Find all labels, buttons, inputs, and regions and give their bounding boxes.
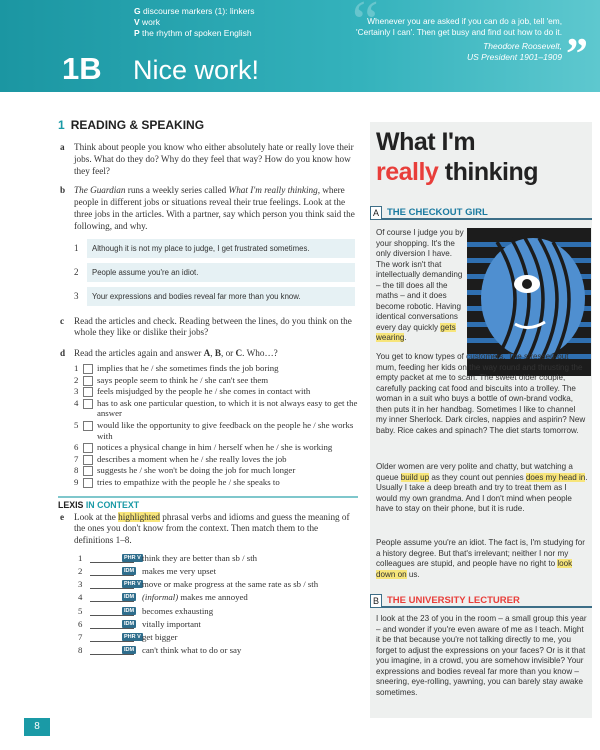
answer-checkbox[interactable] bbox=[83, 387, 93, 397]
quote-option: 3 Your expressions and bodies reveal far more than you know. bbox=[74, 287, 358, 306]
open-quote-icon: “ bbox=[352, 0, 379, 55]
answer-blank[interactable] bbox=[90, 588, 134, 589]
answer-checkbox[interactable] bbox=[83, 478, 93, 488]
check-item: 1 implies that he / she sometimes finds the job boring bbox=[74, 362, 279, 373]
answer-checkbox[interactable] bbox=[83, 399, 93, 409]
definition-row: 1 PHR V think they are better than sb / sth bbox=[78, 552, 258, 563]
definition-row: 3 PHR V move or make progress at the same rate as sb / sth bbox=[78, 579, 319, 590]
check-item: 6 notices a physical change in him / herself when he / she is working bbox=[74, 442, 333, 453]
idiom-tag: IDM bbox=[124, 594, 135, 601]
article-a-heading: A THE CHECKOUT GIRL bbox=[370, 206, 592, 220]
definition-row: 8 IDM can't think what to do or say bbox=[78, 645, 242, 656]
definition-row: 4 IDM (informal) makes me annoyed bbox=[78, 592, 248, 603]
article-a-para4: People assume you're an idiot. The fact is, I'm studying for a history degree. But that's irrelevant; neither I nor my colleagues are stupid, and people have no right to look down on us. bbox=[376, 538, 585, 579]
answer-checkbox[interactable] bbox=[83, 466, 93, 476]
unit-title: Nice work! bbox=[133, 55, 260, 85]
topic-grammar: G discourse markers (1): linkers bbox=[134, 6, 255, 16]
topic-pronunciation: P the rhythm of spoken English bbox=[134, 28, 252, 38]
article-a-para1: Of course I judge you by your shopping. It's the only diversion I have. The work isn't that intellectually demanding – the till does all the maths – and it does become robotic. Having identical conversations every day quickly gets wearing. bbox=[376, 228, 464, 342]
exercise-a: a Think about people you know who either absolutely hate or really love their jobs. What do they do? Why do they feel that way? How do you know how they feel? bbox=[60, 142, 354, 176]
article-a-para3: Older women are very polite and chatty, but watching a queue build up as they count out pennies does my head in. Usually I take a deep breath and try to treat them as I would my own grandma. And I don't mind when people have to stay on their phone, but it is rude. bbox=[376, 462, 588, 513]
quote-author: Theodore Roosevelt, US President 1901–1909 bbox=[467, 41, 562, 62]
exercise-d: d Read the articles again and answer A, B, or C. Who…? bbox=[60, 348, 278, 359]
header-quote: Whenever you are asked if you can do a job, tell 'em, 'Certainly I can'. Then get busy and find out how to do it. bbox=[356, 16, 562, 37]
answer-blank[interactable] bbox=[90, 562, 134, 563]
definition-row: 2 IDM makes me very upset bbox=[78, 566, 217, 577]
exercise-column bbox=[58, 118, 358, 657]
answer-blank[interactable] bbox=[90, 654, 134, 655]
page-number: 8 bbox=[24, 718, 50, 736]
section-heading: 1 READING & SPEAKING bbox=[58, 118, 205, 132]
phrasal-verb-tag: PHR V bbox=[124, 554, 141, 561]
article-b-heading: B THE UNIVERSITY LECTURER bbox=[370, 594, 592, 608]
answer-blank[interactable] bbox=[90, 641, 134, 642]
unit-number: 1B bbox=[62, 51, 102, 86]
idiom-tag: IDM bbox=[124, 568, 135, 575]
answer-blank[interactable] bbox=[90, 575, 134, 576]
answer-checkbox[interactable] bbox=[83, 455, 93, 465]
exercise-b: b The Guardian runs a weekly series called What I'm really thinking, where people in different jobs or situations reveal their true feelings. Look at the three jobs in the articles. With a partner, say which person you think said the following, and why. bbox=[60, 185, 355, 231]
check-item: 7 describes a moment when he / she really loves the job bbox=[74, 453, 287, 464]
answer-checkbox[interactable] bbox=[83, 421, 93, 431]
check-item: 2 says people seem to think he / she can't see them bbox=[74, 374, 269, 385]
check-item: 9 tries to empathize with the people he / she speaks to bbox=[74, 476, 280, 487]
close-quote-icon: ” bbox=[566, 29, 588, 78]
definition-row: 5 IDM becomes exhausting bbox=[78, 605, 214, 616]
check-item: 5 would like the opportunity to give feedback on the people he / she works with bbox=[74, 419, 354, 441]
answer-blank[interactable] bbox=[90, 601, 134, 602]
answer-checkbox[interactable] bbox=[83, 443, 93, 453]
lesson-topics bbox=[134, 6, 254, 39]
phrasal-verb-tag: PHR V bbox=[124, 634, 141, 641]
answer-blank[interactable] bbox=[90, 615, 134, 616]
article-panel bbox=[370, 122, 592, 718]
exercise-e: e Look at the highlighted phrasal verbs and idioms and guess the meaning of the ones you don't know from the context. Then match them to the definitions 1–8. bbox=[60, 511, 350, 546]
check-item: 8 suggests he / she won't be doing the job for much longer bbox=[74, 465, 296, 476]
exercise-c: c Read the articles and check. Reading between the lines, do you think on the whole they like or dislike their jobs? bbox=[60, 315, 352, 338]
check-item: 3 feels misjudged by the people he / she comes in contact with bbox=[74, 386, 311, 397]
quote-option: 1 Although it is not my place to judge, I get frustrated sometimes. bbox=[74, 239, 358, 258]
idiom-tag: IDM bbox=[124, 620, 135, 627]
idiom-tag: IDM bbox=[124, 607, 135, 614]
quote-option: 2 People assume you're an idiot. bbox=[74, 263, 358, 282]
answer-checkbox[interactable] bbox=[83, 376, 93, 386]
topic-vocabulary: V work bbox=[134, 17, 160, 27]
definition-row: 7 PHR V get bigger bbox=[78, 632, 178, 643]
lexis-heading: LEXIS IN CONTEXT bbox=[58, 496, 358, 508]
article-a-para2: You get to know types of customers. The stressed-out mum, feeding her kids on the way round and thrusting the empty packet at me to scan. The sweet older couple, carefully packing cat food and biscuits into a trolley. The woman in a suit who buys a bottle of own-brand vodka, then puts it in her handbag. Sometimes I like to channel my inner Sherlock. Dark circles, nappies and aspirin? New baby. Rice cakes and spinach? The diet starts tomorrow. bbox=[376, 352, 586, 435]
answer-blank[interactable] bbox=[90, 628, 134, 629]
check-item: 4 has to ask one particular question, to which it is not always easy to get the answer bbox=[74, 397, 358, 419]
definition-row: 6 IDM vitally important bbox=[78, 618, 201, 629]
article-b-para1: I look at the 23 of you in the room – a small group this year – and wonder if you're even aware of me as I teach. Might it be that because you're not talking directly to me, you forget to adjust the expressions on your faces? Or is it that you imagine, in a crowd, you are somehow invisible? Your expressions and bodies reveal far more than you know – sneering, eye-rolling, yawning, you can barely stay awake sometimes. bbox=[376, 614, 587, 697]
unit-header bbox=[0, 0, 600, 92]
article-title: What I'm bbox=[376, 128, 476, 156]
article-title-line2: really thinking bbox=[376, 158, 538, 186]
idiom-tag: IDM bbox=[124, 647, 135, 654]
answer-checkbox[interactable] bbox=[83, 364, 93, 374]
phrasal-verb-tag: PHR V bbox=[124, 581, 141, 588]
